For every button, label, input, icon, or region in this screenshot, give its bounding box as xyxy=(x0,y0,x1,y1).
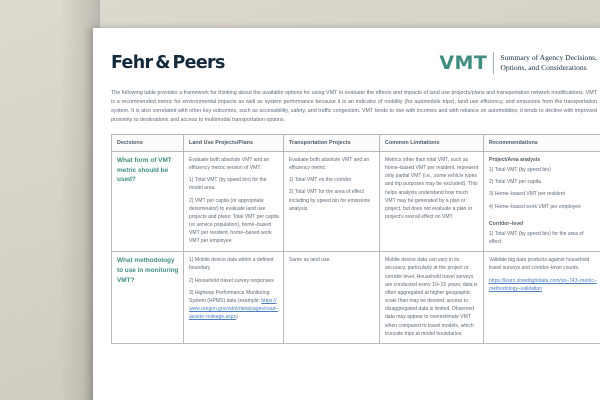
recommendations-cell xyxy=(484,151,600,251)
land-use-item-1: 1) Mobile device data within a defined boundary xyxy=(189,257,274,272)
transportation-cell: Same as land use. xyxy=(284,252,380,344)
recommendation-item: 2) Total VMT per capita xyxy=(489,179,541,186)
land-use-cell xyxy=(184,151,284,251)
limitations-cell: Metrics other than total VMT, such as home–based VMT per resident, represent only partial VMT (i.e., some vehicle types and trip purposes may be excluded). This helps analysts understand how much VMT may be generated by a plan or project, but does not evaluate a plan or project's overall effect on VMT. xyxy=(380,151,484,251)
transportation-item-2: 2) Total VMT for the area of effect including by speed bin for emissions analysis. xyxy=(289,189,371,212)
decision-question: What form of VMT metric should be used? xyxy=(112,151,184,251)
column-header-recommendations: Recommendations xyxy=(484,134,600,151)
streetlight-validation-link[interactable]: https://learn.streetlightdata.com/sb–743–metric–methodology–validation xyxy=(489,277,597,292)
transportation-intro: Evaluate both absolute VMT and an efficiency metric: xyxy=(289,156,370,172)
recommendation-item: 1) Total VMT (by speed bin) for the area of effect xyxy=(489,230,584,246)
intro-paragraph: The following table provides a framework for thinking about the available options for using VMT to evaluate the effects and impacts of land use projects/plans and transportation network modifications. VMT is a recommended metric for environmental impacts as well as system performance because it is an indicator of mobility (for automobile trips), land use efficiency, and emissions from the transportation system. It is also correlated with other key outcomes, such as accessibility, safety, and traffic congestion. VMT tends to rise with incomes and with reliance on automobiles; it tends to decline with improved proximity to destinations and access to multimodal transportation options. xyxy=(111,90,597,123)
recommendation-text: Validate big data products against household travel surveys and corridor–level counts. xyxy=(489,257,590,272)
recommendation-item: 4) Home–based work VMT per employee xyxy=(489,203,581,210)
land-use-item-3 xyxy=(189,289,279,322)
column-header-transportation-projects: Transportation Projects xyxy=(284,134,380,151)
table-row xyxy=(112,151,600,251)
hpms-data-link[interactable]: https://www.oregon.gov/odot/data/pages/road–assets–mileage.aspx xyxy=(189,297,279,321)
column-header-common-limitations: Common Limitations xyxy=(380,134,484,151)
transportation-cell xyxy=(284,151,380,251)
table-header-row xyxy=(112,134,600,151)
table-row xyxy=(112,252,600,344)
document-header xyxy=(111,46,597,80)
recommendation-group-title: Project/Area analysis xyxy=(489,156,541,163)
land-use-item-3-text: 3) Highway Performance Monitoring System (HPMS) data (example: xyxy=(189,289,270,304)
vmt-subtitle-line-2: Options, and Considerations xyxy=(500,63,587,72)
land-use-item-1: 1) Total VMT (by speed bin) for the model area. xyxy=(189,177,267,192)
land-use-item-3-tail: ) xyxy=(236,314,238,321)
land-use-intro: Evaluate both absolute VMT and an efficiency metric version of VMT: xyxy=(189,156,270,172)
land-use-item-2: 2) VMT per capita (or appropriate denominator) to evaluate land use projects and plans: Total VMT per capita (or service population), home–based VMT per resident, home–based work VMT per employee xyxy=(189,197,279,245)
decision-question: What methodology to use in monitoring VMT? xyxy=(112,252,184,344)
recommendation-item: 1) Total VMT (by speed bin) xyxy=(489,167,551,174)
vmt-subtitle xyxy=(500,53,597,73)
vmt-logo-lockup xyxy=(439,52,597,74)
document-page xyxy=(93,28,600,400)
column-header-decisions: Decisions xyxy=(112,134,184,151)
recommendations-cell xyxy=(484,252,600,344)
transportation-item-1: 1) Total VMT on the corridor xyxy=(289,177,352,184)
column-header-land-use-projects-plans: Land Use Projects/Plans xyxy=(184,134,284,151)
logo-divider xyxy=(493,52,494,74)
fehr-and-peers-logo: Fehr & Peers xyxy=(111,53,225,73)
land-use-item-2: 2) Household travel survey responses xyxy=(189,277,274,284)
recommendation-item: 3) Home–based VMT per resident xyxy=(489,191,565,198)
land-use-cell xyxy=(184,252,284,344)
limitations-cell: Mobile device data can vary in its accuracy, particularly at the project or corridor level. Household travel surveys are conducted every 10–15 years; data is often aggregated at higher geographic scale than may be desired; access to disaggregated data is limited. Observed data may appear to overestimate VMT when compared to travel models, which truncate trips at model boundaries. xyxy=(380,252,484,344)
vmt-wordmark: VMT xyxy=(439,51,488,74)
vmt-subtitle-line-1: Summary of Agency Decisions, xyxy=(500,52,597,62)
vmt-options-table xyxy=(111,134,600,344)
recommendation-group-title: Corridor–level xyxy=(489,220,524,227)
